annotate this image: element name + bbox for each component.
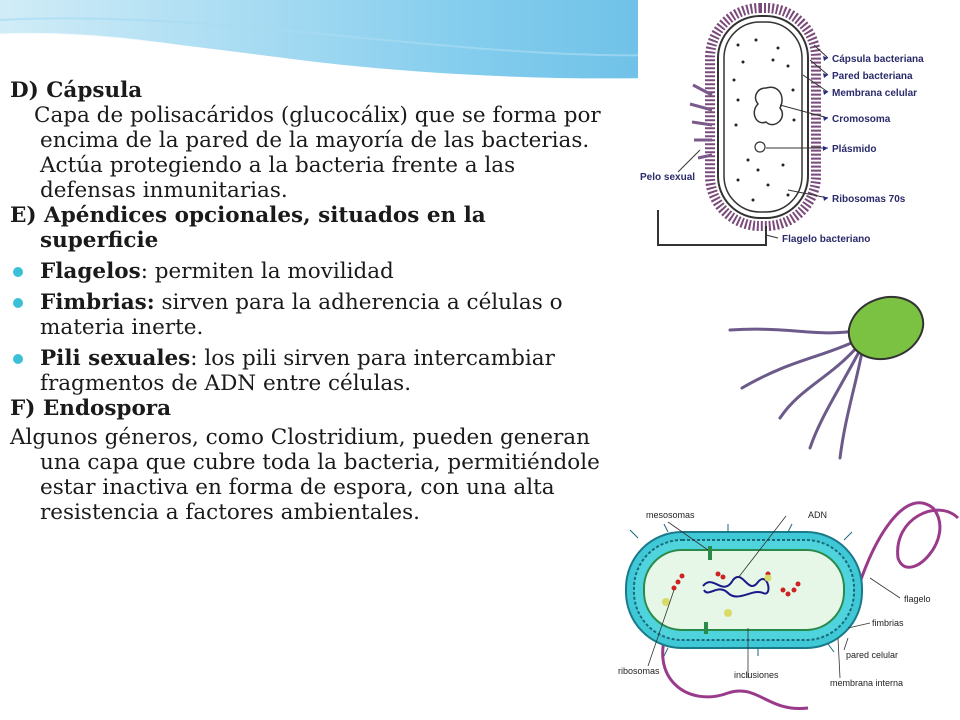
label-ribosomas-70s: Ribosomas 70s [832, 194, 906, 205]
label-ribosomas: ribosomas [618, 666, 660, 676]
bacteria-structure-diagram [638, 0, 960, 265]
label-flagelo: flagelo [904, 594, 931, 604]
label-mesosomas: mesosomas [646, 510, 695, 520]
bullet-fimbrias [10, 290, 610, 340]
capsula-paragraph: Capa de polisacáridos (glucocálix) que se forma por encima de la pared de la mayoría de las bacterias. Actúa protegiendo a la bacteria frente a las defensas inmunitarias. [34, 103, 601, 203]
bullet-text: sirven para la adherencia a células o materia inerte. [40, 290, 563, 340]
label-fimbrias: fimbrias [872, 618, 904, 628]
bullet-dot [13, 354, 23, 364]
label-membrana-interna: membrana interna [830, 678, 904, 688]
slide-text [10, 78, 610, 525]
label-cromosoma: Cromosoma [832, 114, 891, 125]
bullet-term: Flagelos [40, 259, 141, 284]
bullet-text: : permiten la movilidad [140, 259, 394, 284]
label-flagelo-bacteriano: Flagelo bacteriano [782, 234, 871, 245]
label-inclusiones: inclusiones [734, 670, 779, 680]
bullet-term: Fimbrias: [40, 290, 155, 315]
label-pared-bacteriana: Pared bacteriana [832, 71, 913, 82]
label-adn: ADN [808, 510, 828, 520]
bullet-pili [10, 346, 610, 396]
bullet-dot [13, 267, 23, 277]
label-plasmido: Plásmido [832, 144, 877, 155]
bullet-flagelos [10, 259, 610, 284]
label-capsula-bacteriana: Cápsula bacteriana [832, 54, 924, 65]
endospora-heading: F) Endospora [10, 396, 172, 421]
apendices-heading: E) Apéndices opcionales, situados en la superficie [10, 203, 486, 253]
bacillus-cross-section-diagram [608, 478, 960, 720]
label-membrana-celular: Membrana celular [832, 88, 918, 99]
bullet-text: : los pili sirven para intercambiar fragmentos de ADN entre células. [40, 346, 555, 396]
bullet-dot [13, 298, 23, 308]
bullet-term: Pili sexuales [40, 346, 191, 371]
capsula-heading: D) Cápsula [10, 78, 143, 103]
label-pared-celular: pared celular [846, 650, 899, 660]
endospora-paragraph: Algunos géneros, como Clostridium, pueden generan una capa que cubre toda la bacteria, permitiéndole estar inactiva en forma de espora, con una alta resistencia a factores ambientales. [10, 425, 600, 525]
flagellated-bacterium-illustration [690, 268, 960, 468]
label-pelo-sexual: Pelo sexual [640, 172, 696, 183]
